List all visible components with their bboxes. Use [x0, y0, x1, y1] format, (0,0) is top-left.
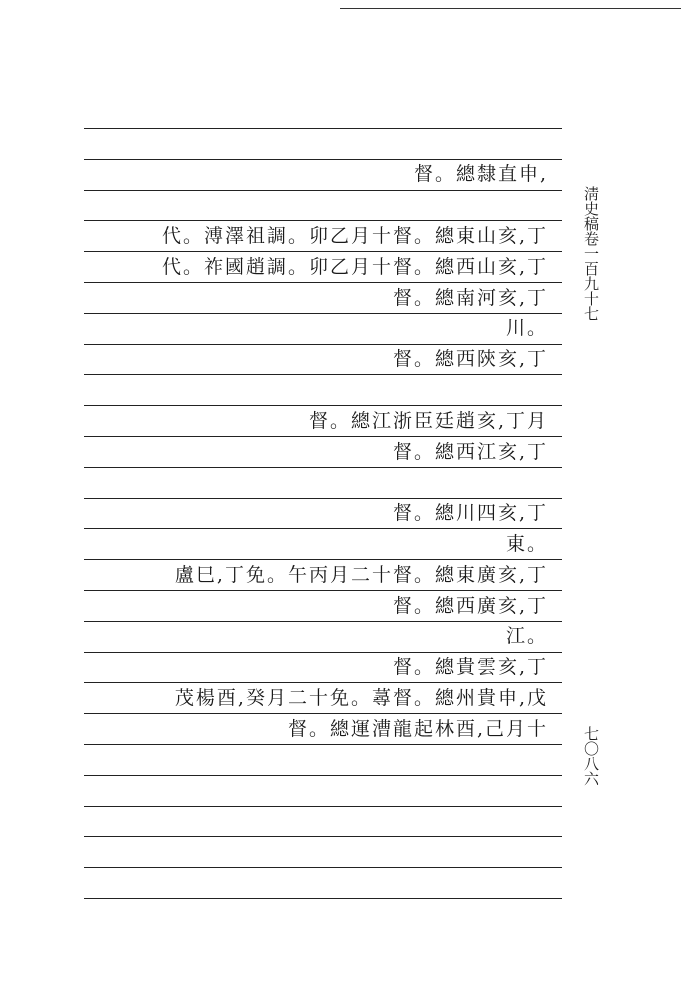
table-row: 督。總川四亥,丁 [392, 502, 548, 525]
rule-line [84, 467, 562, 468]
rule-line [84, 775, 562, 776]
rule-line [84, 806, 562, 807]
table-row: 督。總運漕龍起林酉,己月十 [287, 717, 548, 740]
table-row: 江。 [505, 625, 548, 648]
table-row: 代。祚國趙調。卯乙月十督。總西山亥,丁 [161, 255, 548, 278]
rule-line [84, 867, 562, 868]
rule-line [84, 128, 562, 129]
rule-line [84, 621, 562, 622]
table-row: 盧巳,丁免。午丙月二十督。總東廣亥,丁 [174, 563, 548, 586]
table-row: 督。總西江亥,丁 [392, 440, 548, 463]
table-row: 督。總西陝亥,丁 [392, 348, 548, 371]
table-row: 督。總江浙臣廷趙亥,丁月 [308, 409, 548, 432]
table-row: 代。溥澤祖調。卯乙月十督。總東山亥,丁 [161, 224, 548, 247]
rule-line [84, 898, 562, 899]
rule-line [84, 374, 562, 375]
table-row: 督。總貴雲亥,丁 [392, 656, 548, 679]
margin-title: 淸史稿卷一百九十七 [582, 186, 600, 321]
table-row: 督。總隸直申, [413, 163, 548, 186]
rule-line [84, 313, 562, 314]
table-row: 東。 [505, 532, 548, 555]
table-row: 茂楊酉,癸月二十免。蕁督。總州貴申,戊 [174, 686, 548, 709]
page-number: 七〇八六 [582, 726, 600, 786]
table-row: 川。 [505, 317, 548, 340]
top-rule [340, 8, 681, 9]
table-row: 督。總南河亥,丁 [392, 286, 548, 309]
table-row: 督。總西廣亥,丁 [392, 594, 548, 617]
rule-line [84, 836, 562, 837]
rule-line [84, 744, 562, 745]
rule-line [84, 190, 562, 191]
rule-line [84, 528, 562, 529]
